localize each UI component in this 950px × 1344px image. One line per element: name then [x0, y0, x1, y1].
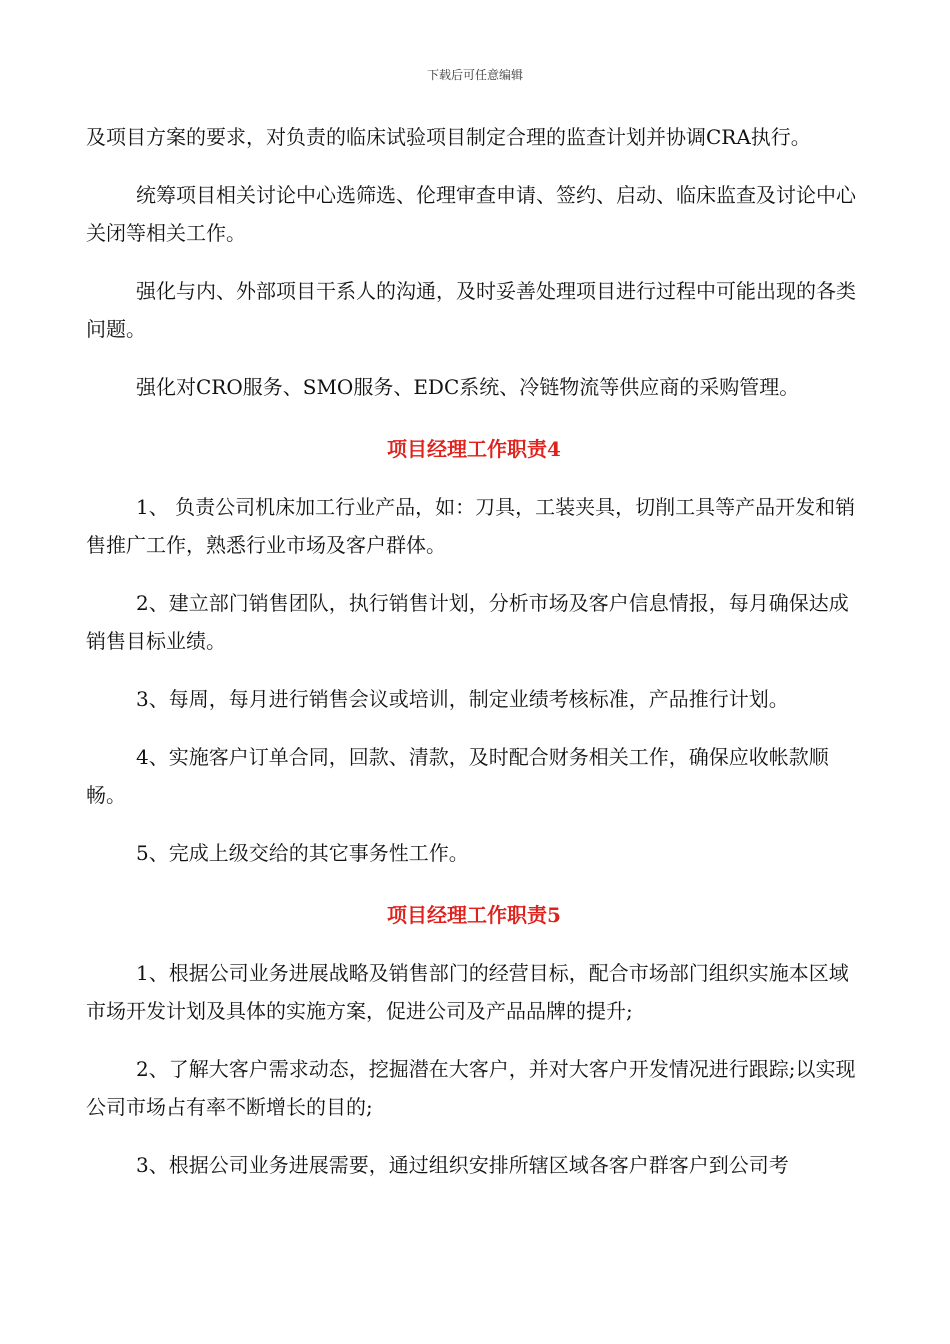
- list-item: 2、建立部门销售团队，执行销售计划，分析市场及客户信息情报，每月确保达成销售目标业绩。: [86, 591, 849, 653]
- page-header-note: 下载后可任意编辑: [426, 68, 523, 82]
- list-item: 4、实施客户订单合同，回款、清款，及时配合财务相关工作，确保应收帐款顺畅。: [86, 745, 829, 807]
- list-item: 2、了解大客户需求动态，挖掘潜在大客户，并对大客户开发情况进行跟踪;以实现公司市场占有率不断增长的目的;: [86, 1057, 856, 1119]
- list-item: 3、每周，每月进行销售会议或培训，制定业绩考核标准，产品推行计划。: [136, 687, 789, 711]
- list-item: 3、根据公司业务进展需要，通过组织安排所辖区域各客户群客户到公司考: [136, 1153, 789, 1177]
- list-item: 1、根据公司业务进展战略及销售部门的经营目标，配合市场部门组织实施本区域市场开发计划及具体的实施方案，促进公司及产品品牌的提升;: [86, 961, 849, 1023]
- list-item: 1、 负责公司机床加工行业产品，如：刀具，工装夹具，切削工具等产品开发和销售推广工作，熟悉行业市场及客户群体。: [86, 495, 856, 557]
- paragraph: 强化与内、外部项目干系人的沟通，及时妥善处理项目进行过程中可能出现的各类问题。: [86, 279, 856, 341]
- section-title: 项目经理工作职责4: [387, 437, 561, 461]
- paragraph: 强化对CRO服务、SMO服务、EDC系统、冷链物流等供应商的采购管理。: [136, 375, 800, 399]
- paragraph: 及项目方案的要求，对负责的临床试验项目制定合理的监查计划并协调CRA执行。: [86, 125, 811, 149]
- paragraph: 统筹项目相关讨论中心选筛选、伦理审查申请、签约、启动、临床监查及讨论中心关闭等相关工作。: [86, 183, 856, 245]
- list-item: 5、完成上级交给的其它事务性工作。: [136, 841, 469, 865]
- section-title: 项目经理工作职责5: [387, 903, 561, 927]
- document-body: [86, 118, 862, 1184]
